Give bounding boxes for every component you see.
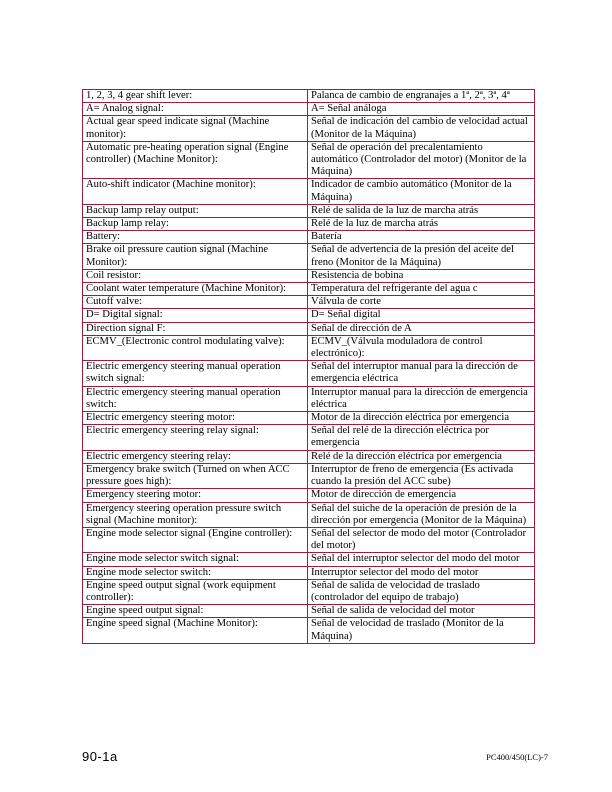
spanish-term: Palanca de cambio de engranajes a 1ª, 2ª, 3ª, 4ª (308, 90, 535, 103)
table-row (83, 361, 535, 386)
table-row (83, 527, 535, 552)
english-term: Electric emergency steering manual operation switch signal: (83, 361, 308, 386)
table-row (83, 309, 535, 322)
english-term: Coolant water temperature (Machine Monitor): (83, 283, 308, 296)
spanish-term: Señal del selector de modo del motor (Controlador del motor) (308, 527, 535, 552)
english-term: Electric emergency steering motor: (83, 412, 308, 425)
spanish-term: Señal de indicación del cambio de velocidad actual (Monitor de la Máquina) (308, 116, 535, 141)
spanish-term: Interruptor de freno de emergencia (Es activada cuando la presión del ACC sube) (308, 463, 535, 488)
model-code: PC400/450(LC)-7 (486, 752, 548, 762)
table-row (83, 502, 535, 527)
spanish-term: Señal de advertencia de la presión del aceite del freno (Monitor de la Máquina) (308, 244, 535, 269)
page-number: 90-1a (82, 749, 118, 764)
english-term: Backup lamp relay output: (83, 204, 308, 217)
spanish-term: Señal de operación del precalentamiento automático (Controlador del motor) (Monitor de la Máquina) (308, 141, 535, 179)
table-row (83, 450, 535, 463)
table-row (83, 90, 535, 103)
table-row (83, 103, 535, 116)
table-row (83, 179, 535, 204)
table-row (83, 605, 535, 618)
english-term: ECMV_(Electronic control modulating valve): (83, 335, 308, 360)
english-term: Coil resistor: (83, 269, 308, 282)
english-term: Backup lamp relay: (83, 218, 308, 231)
english-term: Battery: (83, 231, 308, 244)
table-row (83, 386, 535, 411)
english-term: 1, 2, 3, 4 gear shift lever: (83, 90, 308, 103)
table-row (83, 553, 535, 566)
spanish-term: Señal de salida de velocidad del motor (308, 605, 535, 618)
spanish-term: Señal del relé de la dirección eléctrica por emergencia (308, 425, 535, 450)
english-term: D= Digital signal: (83, 309, 308, 322)
spanish-term: Señal del suiche de la operación de presión de la dirección por emergencia (Monitor de la Máquina) (308, 502, 535, 527)
spanish-term: Temperatura del refrigerante del agua c (308, 283, 535, 296)
english-term: Auto-shift indicator (Machine monitor): (83, 179, 308, 204)
english-term: Electric emergency steering relay signal: (83, 425, 308, 450)
english-term: Engine mode selector switch signal: (83, 553, 308, 566)
english-term: Cutoff valve: (83, 296, 308, 309)
spanish-term: Relé de la luz de marcha atrás (308, 218, 535, 231)
spanish-term: Batería (308, 231, 535, 244)
spanish-term: Indicador de cambio automático (Monitor de la Máquina) (308, 179, 535, 204)
table-row (83, 269, 535, 282)
spanish-term: Señal de dirección de A (308, 322, 535, 335)
english-term: Direction signal F: (83, 322, 308, 335)
spanish-term: Relé de la dirección eléctrica por emergencia (308, 450, 535, 463)
spanish-term: D= Señal digital (308, 309, 535, 322)
glossary-table (82, 89, 535, 644)
table-row (83, 335, 535, 360)
spanish-term: Motor de la dirección eléctrica por emergencia (308, 412, 535, 425)
table-row (83, 116, 535, 141)
spanish-term: Señal de salida de velocidad de traslado (controlador del equipo de trabajo) (308, 579, 535, 604)
table-row (83, 296, 535, 309)
english-term: Emergency steering motor: (83, 489, 308, 502)
table-row (83, 425, 535, 450)
table-row (83, 463, 535, 488)
english-term: Brake oil pressure caution signal (Machine Monitor): (83, 244, 308, 269)
spanish-term: Interruptor selector del modo del motor (308, 566, 535, 579)
spanish-term: Interruptor manual para la dirección de emergencia eléctrica (308, 386, 535, 411)
english-term: Automatic pre-heating operation signal (Engine controller) (Machine Monitor): (83, 141, 308, 179)
english-term: Electric emergency steering relay: (83, 450, 308, 463)
table-row (83, 412, 535, 425)
english-term: Engine speed signal (Machine Monitor): (83, 618, 308, 643)
english-term: Emergency brake switch (Turned on when ACC pressure goes high): (83, 463, 308, 488)
spanish-term: Relé de salida de la luz de marcha atrás (308, 204, 535, 217)
english-term: Actual gear speed indicate signal (Machine monitor): (83, 116, 308, 141)
table-row (83, 322, 535, 335)
table-row (83, 283, 535, 296)
table-row (83, 566, 535, 579)
english-term: Electric emergency steering manual operation switch: (83, 386, 308, 411)
table-row (83, 204, 535, 217)
spanish-term: Motor de dirección de emergencia (308, 489, 535, 502)
english-term: Engine mode selector switch: (83, 566, 308, 579)
glossary-body (83, 90, 535, 644)
spanish-term: Señal de velocidad de traslado (Monitor de la Máquina) (308, 618, 535, 643)
table-row (83, 244, 535, 269)
english-term: Engine speed output signal (work equipment controller): (83, 579, 308, 604)
spanish-term: Válvula de corte (308, 296, 535, 309)
table-row (83, 141, 535, 179)
table-row (83, 579, 535, 604)
english-term: Emergency steering operation pressure switch signal (Machine monitor): (83, 502, 308, 527)
table-row (83, 489, 535, 502)
english-term: A= Analog signal: (83, 103, 308, 116)
spanish-term: Resistencia de bobina (308, 269, 535, 282)
spanish-term: ECMV_(Válvula moduladora de control electrónico): (308, 335, 535, 360)
spanish-term: Señal del interruptor manual para la dirección de emergencia eléctrica (308, 361, 535, 386)
table-row (83, 231, 535, 244)
english-term: Engine speed output signal: (83, 605, 308, 618)
table-row (83, 218, 535, 231)
spanish-term: A= Señal análoga (308, 103, 535, 116)
spanish-term: Señal del interruptor selector del modo del motor (308, 553, 535, 566)
table-row (83, 618, 535, 643)
english-term: Engine mode selector signal (Engine controller): (83, 527, 308, 552)
